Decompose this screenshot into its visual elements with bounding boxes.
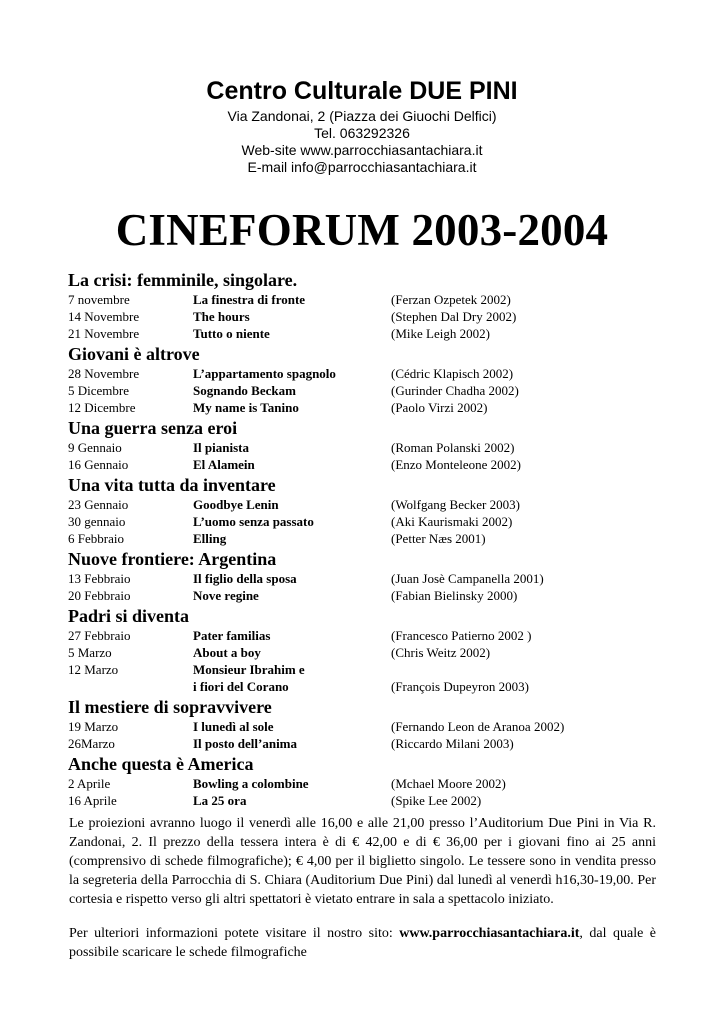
film-director: (Fabian Bielinsky 2000) [391, 588, 518, 603]
program-section [68, 697, 668, 752]
film-director: (Stephen Dal Dry 2002) [391, 309, 517, 324]
film-title [193, 775, 383, 792]
film-director: (Juan Josè Campanella 2001) [391, 571, 544, 586]
film-title-line: Sognando Beckam [193, 383, 296, 398]
film-row [68, 792, 668, 809]
film-title [193, 399, 383, 416]
film-title [193, 735, 383, 752]
program-section [68, 270, 668, 342]
film-director: (Spike Lee 2002) [391, 793, 482, 808]
film-title [193, 456, 383, 473]
website: Web-site www.parrocchiasantachiara.it [241, 142, 483, 158]
screening-date: 9 Gennaio [68, 440, 122, 455]
program-section [68, 418, 668, 473]
film-row [68, 291, 668, 308]
film-row [68, 570, 668, 587]
film-row [68, 365, 668, 382]
film-director: (Ferzan Ozpetek 2002) [391, 292, 511, 307]
film-title [193, 382, 383, 399]
film-director: (Francesco Patierno 2002 ) [391, 628, 532, 643]
film-row [68, 496, 668, 513]
film-row [68, 661, 668, 695]
film-director: (Mchael Moore 2002) [391, 776, 506, 791]
film-title-line: La finestra di fronte [193, 292, 306, 307]
film-director: (Riccardo Milani 2003) [391, 736, 514, 751]
program-section [68, 344, 668, 416]
section-title: Anche questa è America [68, 754, 254, 774]
film-director: (Mike Leigh 2002) [391, 326, 490, 341]
film-title [193, 291, 383, 308]
film-director: (Enzo Monteleone 2002) [391, 457, 521, 472]
film-director: (François Dupeyron 2003) [391, 679, 529, 694]
section-title: Una guerra senza eroi [68, 418, 238, 438]
film-row [68, 530, 668, 547]
film-title-line: Monsieur Ibrahim e [193, 662, 305, 677]
film-title-line: Tutto o niente [193, 326, 270, 341]
film-title-line: i fiori del Corano [193, 679, 289, 694]
film-director: (Petter Næs 2001) [391, 531, 486, 546]
phone: Tel. 063292326 [314, 125, 410, 141]
film-title-line: El Alamein [193, 457, 255, 472]
film-title-line: About a boy [193, 645, 261, 660]
film-title [193, 325, 383, 342]
address: Via Zandonai, 2 (Piazza dei Giuochi Delfici) [227, 108, 497, 124]
film-row [68, 587, 668, 604]
screening-date: 20 Febbraio [68, 588, 131, 603]
film-row [68, 775, 668, 792]
program-list [68, 268, 668, 809]
film-title-line: L’uomo senza passato [193, 514, 314, 529]
section-title: Nuove frontiere: Argentina [68, 549, 277, 569]
film-title [193, 365, 383, 382]
film-title [193, 513, 383, 530]
screening-date: 14 Novembre [68, 309, 140, 324]
section-title: Una vita tutta da inventare [68, 475, 276, 495]
film-title-line: Pater familias [193, 628, 271, 643]
film-title-line: Goodbye Lenin [193, 497, 279, 512]
film-title [193, 308, 383, 325]
section-title: Il mestiere di sopravvivere [68, 697, 272, 717]
section-title: Padri si diventa [68, 606, 190, 626]
notes [69, 814, 656, 977]
screening-date: 6 Febbraio [68, 531, 124, 546]
film-title [193, 570, 383, 587]
screening-date: 27 Febbraio [68, 628, 131, 643]
film-title [193, 627, 383, 644]
film-title-line: Nove regine [193, 588, 259, 603]
screening-date: 12 Dicembre [68, 400, 136, 415]
film-row [68, 718, 668, 735]
film-title-line: Il posto dell’anima [193, 736, 298, 751]
film-row [68, 308, 668, 325]
film-title-line: L’appartamento spagnolo [193, 366, 336, 381]
section-title: La crisi: femminile, singolare. [68, 270, 298, 290]
screening-date: 13 Febbraio [68, 571, 131, 586]
film-title [193, 587, 383, 604]
program-section [68, 606, 668, 695]
film-row [68, 644, 668, 661]
film-row [68, 439, 668, 456]
film-title-line: I lunedì al sole [193, 719, 274, 734]
film-director: (Cédric Klapisch 2002) [391, 366, 514, 381]
film-row [68, 325, 668, 342]
film-row [68, 399, 668, 416]
film-director: (Paolo Virzi 2002) [391, 400, 488, 415]
film-title-line: Il figlio della sposa [193, 571, 297, 586]
screening-date: 19 Marzo [68, 719, 119, 734]
page-title: CINEFORUM 2003-2004 [115, 205, 609, 255]
film-title-line: Bowling a colombine [193, 776, 309, 791]
program-section [68, 475, 668, 547]
screening-date: 2 Aprile [68, 776, 111, 791]
film-title-line: The hours [193, 309, 250, 324]
film-director: (Gurinder Chadha 2002) [391, 383, 519, 398]
program-section [68, 549, 668, 604]
screening-date: 30 gennaio [68, 514, 126, 529]
film-row [68, 627, 668, 644]
film-title [193, 792, 383, 809]
film-row [68, 456, 668, 473]
screening-date: 7 novembre [68, 292, 130, 307]
screening-date: 28 Novembre [68, 366, 140, 381]
screening-date: 26Marzo [68, 736, 115, 751]
film-title-line: La 25 ora [193, 793, 247, 808]
notes-paragraph: Le proiezioni avranno luogo il venerdì alle 16,00 e alle 21,00 presso l’Auditorium Due Pini in Via R. Zandonai, 2. Il prezzo della tessera intera è di € 42,00 e di € 36,00 per i giovani fino ai 25 anni (comprensivo di schede filmografiche); € 4,00 per il biglietto singolo. Le tessere sono in vendita presso la segreteria della Parrocchia di S. Chiara (Auditorium Due Pini) dal lunedì al venerdì h16,30-19,00. Per cortesia e rispetto verso gli altri spettatori è vietato entrare in sala a spettacolo iniziato. [69, 816, 656, 907]
screening-date: 16 Gennaio [68, 457, 129, 472]
notes-paragraph-info [69, 924, 656, 962]
film-director: (Chris Weitz 2002) [391, 645, 491, 660]
screening-date: 21 Novembre [68, 326, 140, 341]
screening-date: 16 Aprile [68, 793, 117, 808]
film-title [193, 439, 383, 456]
film-row [68, 382, 668, 399]
site-link[interactable]: www.parrocchiasantachiara.it [399, 926, 580, 941]
header [0, 76, 724, 176]
info-text: Per ulteriori informazioni potete visitare il nostro sito: [69, 926, 400, 941]
info-text-end: , dal quale è possibile scaricare le schede filmografiche [69, 926, 656, 960]
film-title [193, 718, 383, 735]
film-title [193, 496, 383, 513]
section-title: Giovani è altrove [68, 344, 200, 364]
screening-date: 23 Gennaio [68, 497, 129, 512]
film-row [68, 735, 668, 752]
film-title [193, 530, 383, 547]
film-director: (Fernando Leon de Aranoa 2002) [391, 719, 565, 734]
screening-date: 12 Marzo [68, 662, 119, 677]
film-director: (Roman Polanski 2002) [391, 440, 515, 455]
film-title-line: My name is Tanino [193, 400, 299, 415]
screening-date: 5 Marzo [68, 645, 112, 660]
organization-name: Centro Culturale DUE PINI [206, 77, 518, 105]
screening-date: 5 Dicembre [68, 383, 130, 398]
film-title-line: Elling [193, 531, 227, 546]
film-title [193, 644, 383, 661]
program-section [68, 754, 668, 809]
film-director: (Aki Kaurismaki 2002) [391, 514, 513, 529]
film-director: (Wolfgang Becker 2003) [391, 497, 520, 512]
film-row [68, 513, 668, 530]
film-title [193, 661, 383, 695]
email: E-mail info@parrocchiasantachiara.it [247, 159, 477, 175]
film-title-line: Il pianista [193, 440, 249, 455]
